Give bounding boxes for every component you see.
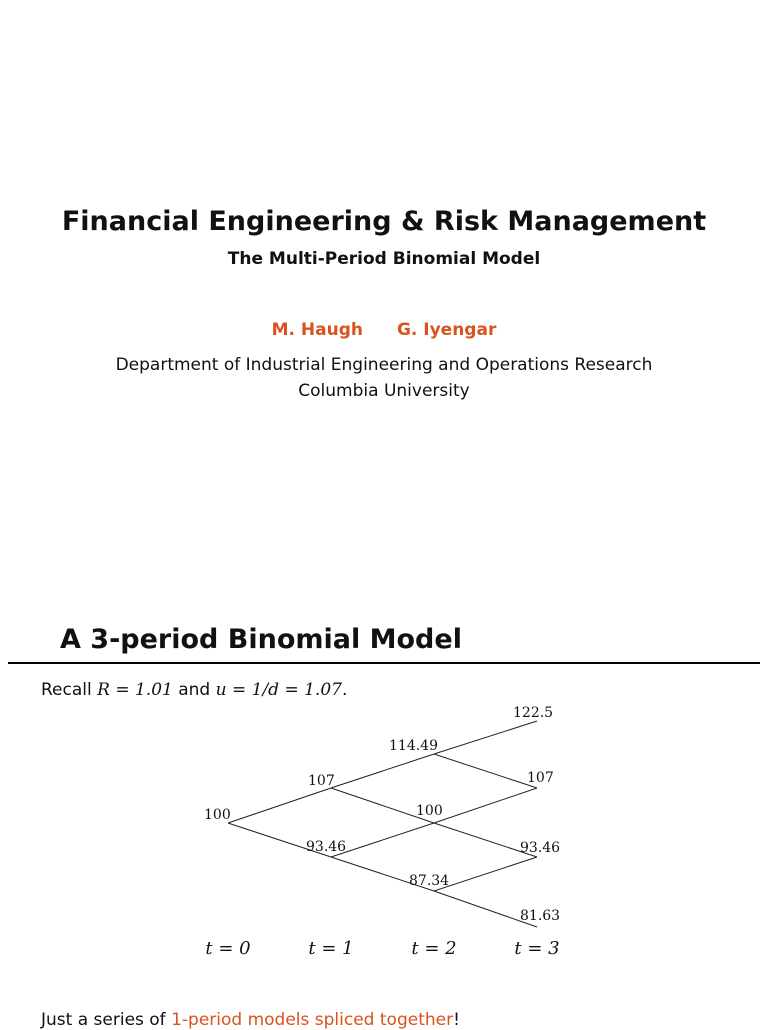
bottom-prefix: Just a series of	[41, 1010, 172, 1030]
slide-title: A 3-period Binomial Model	[60, 624, 462, 655]
node-t3-ddd: 81.63	[520, 908, 561, 924]
bottom-suffix: !	[453, 1010, 460, 1030]
edge-t2uu-up	[434, 721, 537, 754]
recall-suffix: .	[341, 680, 348, 700]
node-t2-ud: 100	[416, 803, 443, 819]
edge-t2dd-up	[434, 857, 537, 891]
node-t3-uuu: 122.5	[513, 705, 554, 721]
node-t2-uu: 114.49	[389, 738, 438, 754]
recall-eq-u: u = 1/d = 1.07	[215, 680, 342, 700]
sub-title: The Multi-Period Binomial Model	[227, 249, 541, 269]
author-haugh: M. Haugh	[271, 320, 364, 340]
node-t1-up: 107	[308, 773, 335, 789]
edge-t0-up	[228, 788, 331, 823]
bottom-text	[41, 1010, 460, 1030]
recall-mid: and	[172, 680, 216, 700]
author-iyengar: G. Iyengar	[396, 320, 497, 340]
edge-t2ud-up	[434, 788, 537, 823]
recall-prefix: Recall	[41, 680, 98, 700]
node-t3-udd: 93.46	[520, 840, 561, 856]
department: Department of Industrial Engineering and Operations Research	[115, 355, 653, 375]
node-t2-dd: 87.34	[409, 873, 450, 889]
time-label-t0: t = 0	[205, 938, 251, 959]
edge-t2uu-down	[434, 754, 537, 788]
main-title: Financial Engineering & Risk Management	[61, 206, 707, 237]
edge-t1u-up	[331, 754, 434, 788]
edge-t1d-up	[331, 823, 434, 857]
recall-eq-r: R = 1.01	[97, 680, 173, 700]
time-label-t3: t = 3	[514, 938, 560, 959]
time-label-t2: t = 2	[411, 938, 457, 959]
university: Columbia University	[298, 381, 470, 401]
node-t3-uud: 107	[527, 770, 554, 786]
time-label-t1: t = 1	[308, 938, 354, 959]
node-t0: 100	[204, 807, 231, 823]
node-t1-down: 93.46	[306, 839, 347, 855]
bottom-link: 1-period models spliced together	[171, 1010, 454, 1030]
